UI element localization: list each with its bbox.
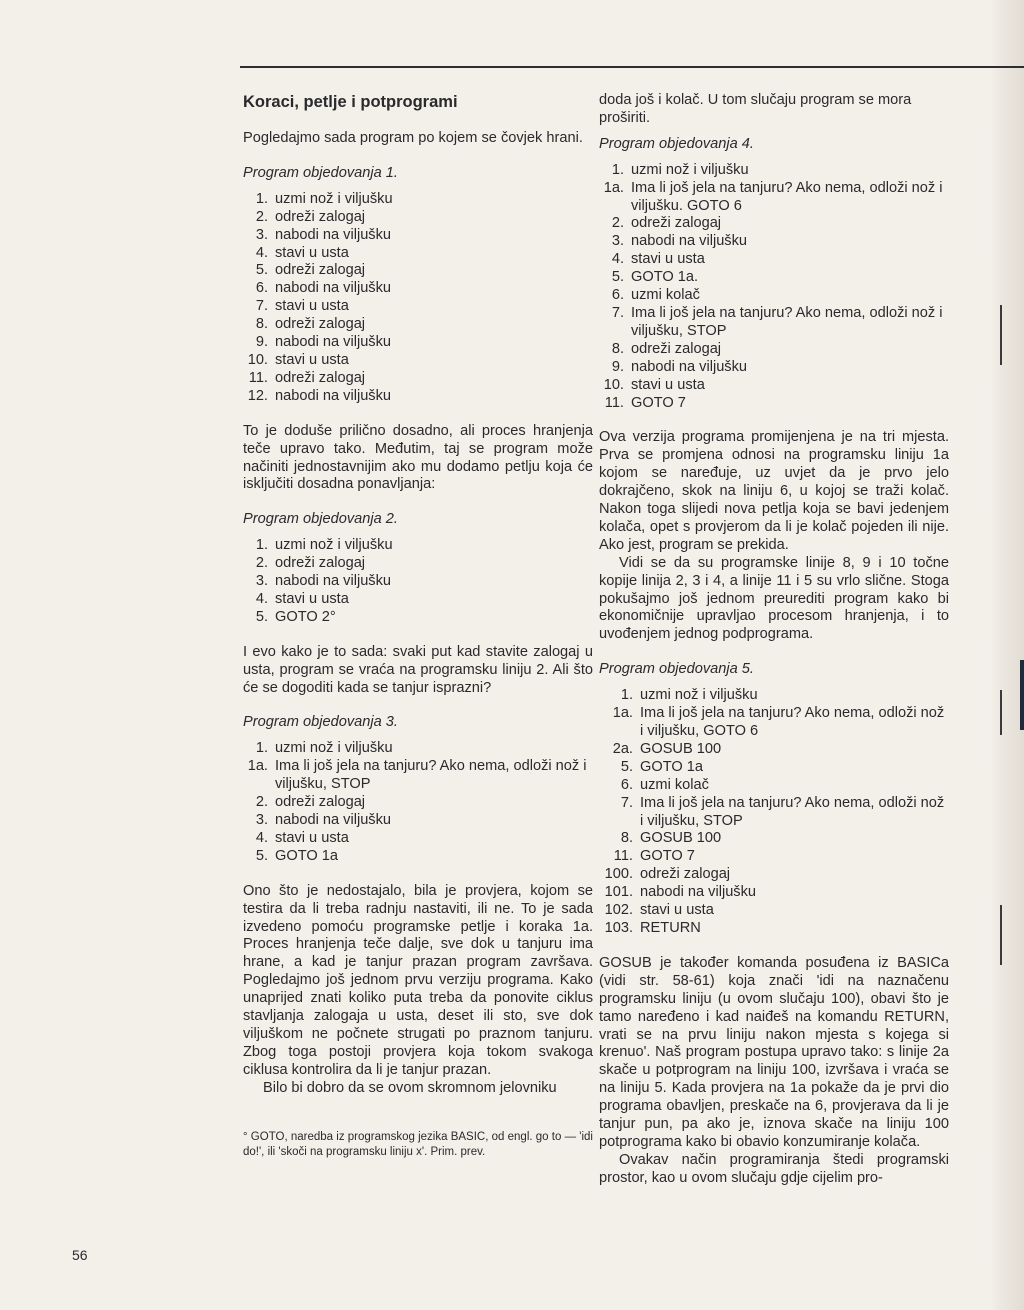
program-4-title: Program objedovanja 4.: [599, 135, 754, 152]
line-text: nabodi na viljušku: [275, 387, 392, 404]
line-number: 5.: [255, 847, 268, 864]
program-1-title: Program objedovanja 1.: [243, 164, 398, 181]
program-line: [599, 830, 949, 848]
line-number: 5.: [620, 758, 633, 775]
line-text: uzmi nož i viljušku: [640, 687, 758, 704]
line-number: 103.: [604, 919, 633, 936]
line-text: uzmi nož i viljušku: [631, 161, 749, 178]
line-number: 9.: [255, 334, 268, 351]
footnote: ° GOTO, naredba iz programskog jezika BASIC, od engl. go to — 'idi do!', ili 'skoči na programsku liniju x'. Prim. prev.: [243, 1130, 593, 1158]
program-line: [599, 687, 949, 705]
program-line: [599, 377, 949, 395]
program-line: [243, 334, 593, 352]
program-line: [243, 280, 593, 298]
edge-mark: [1000, 305, 1002, 365]
line-number: 4.: [611, 251, 624, 268]
line-text: odreži zalogaj: [275, 369, 366, 386]
program-line: [599, 759, 949, 777]
line-number: 4.: [255, 829, 268, 846]
program-5-list: [599, 687, 949, 938]
line-text: GOTO 1a: [275, 847, 338, 864]
line-number: 3.: [255, 812, 268, 828]
program-line: [599, 180, 949, 216]
program-line: [599, 287, 949, 305]
section-heading: Koraci, petlje i potprogrami: [243, 93, 458, 111]
line-text: Ima li još jela na tanjuru? Ako nema, odloži nož i viljušku, STOP: [631, 304, 943, 339]
program-line: [599, 884, 949, 902]
paragraph: Ovakav način programiranja štedi programski prostor, kao u ovom slučaju gdje cijelim pro-: [599, 1151, 949, 1186]
line-number: 2.: [255, 794, 268, 811]
line-text: odreži zalogaj: [275, 555, 366, 572]
line-text: odreži zalogaj: [275, 262, 366, 279]
line-number: 12.: [247, 387, 268, 404]
paragraph: To je doduše prilično dosadno, ali proces hranjenja teče upravo tako. Međutim, taj se program može načiniti jednostavnijim ako mu dodamo petlju koja će isključiti dosadna ponavljanja:: [243, 422, 593, 493]
line-text: GOSUB 100: [640, 830, 722, 847]
line-text: Ima li još jela na tanjuru? Ako nema, odloži nož i viljušku. GOTO 6: [631, 179, 943, 214]
paragraph: Bilo bi dobro da se ovom skromnom jelovniku: [263, 1079, 557, 1096]
line-text: stavi u usta: [631, 376, 705, 393]
line-text: stavi u usta: [275, 590, 349, 607]
line-text: odreži zalogaj: [275, 208, 366, 225]
line-number: 4.: [255, 590, 268, 607]
line-number: 1.: [255, 537, 268, 554]
page-number: 56: [72, 1247, 88, 1263]
program-3-title: Program objedovanja 3.: [243, 714, 398, 731]
edge-mark: [1020, 660, 1024, 730]
line-number: 3.: [611, 233, 624, 250]
edge-mark: [1000, 905, 1002, 965]
program-line: [243, 370, 593, 388]
top-rule: [240, 66, 1024, 68]
line-text: uzmi nož i viljušku: [275, 740, 393, 757]
program-1-list: [243, 191, 593, 406]
program-line: [599, 795, 949, 831]
line-number: 8.: [255, 316, 268, 333]
program-line: [599, 359, 949, 377]
line-text: nabodi na viljušku: [275, 573, 392, 590]
program-line: [599, 741, 949, 759]
program-line: [599, 777, 949, 795]
program-line: [243, 591, 593, 609]
program-line: [243, 555, 593, 573]
line-text: odreži zalogaj: [275, 316, 366, 333]
program-line: [599, 305, 949, 341]
line-text: stavi u usta: [275, 829, 349, 846]
line-number: 11.: [248, 369, 268, 386]
line-text: nabodi na viljušku: [275, 812, 392, 828]
line-text: GOTO 7: [631, 394, 686, 411]
line-text: nabodi na viljušku: [275, 226, 392, 243]
line-number: 6.: [255, 280, 268, 297]
line-text: Ima li još jela na tanjuru? Ako nema, odloži nož i viljušku, STOP: [275, 758, 587, 793]
line-text: odreži zalogaj: [631, 340, 722, 357]
paragraph: Vidi se da su programske linije 8, 9 i 10 točne kopije linija 2, 3 i 4, a linije 11 i 5 su vrlo slične. Stoga pokušajmo još jednom preurediti program kako bi ekonomičnije upravljao procesom hranjenja, i to uvođenjem jednog podprograma.: [599, 554, 949, 643]
line-number: 6.: [620, 776, 633, 793]
line-number: 8.: [620, 830, 633, 847]
program-line: [599, 705, 949, 741]
program-line: [243, 537, 593, 555]
line-number: 6.: [611, 287, 624, 304]
line-text: uzmi kolač: [640, 776, 709, 793]
page-edge-shadow: [990, 0, 1024, 1310]
line-text: stavi u usta: [275, 244, 349, 261]
line-number: 4.: [255, 244, 268, 261]
line-text: nabodi na viljušku: [640, 884, 757, 901]
line-text: GOTO 2°: [275, 608, 336, 625]
program-line: [599, 162, 949, 180]
line-number: 3.: [255, 226, 268, 243]
program-line: [599, 902, 949, 920]
program-line: [243, 227, 593, 245]
line-text: stavi u usta: [275, 298, 349, 315]
program-line: [243, 794, 593, 812]
program-line: [243, 388, 593, 406]
line-text: GOTO 1a.: [631, 269, 699, 286]
program-line: [243, 830, 593, 848]
program-3-list: [243, 740, 593, 865]
line-number: 2.: [255, 555, 268, 572]
intro-paragraph: Pogledajmo sada program po kojem se čovjek hrani.: [243, 130, 583, 146]
line-number: 1a.: [603, 179, 624, 196]
line-text: uzmi kolač: [631, 287, 700, 304]
line-text: stavi u usta: [631, 251, 705, 268]
line-number: 1.: [255, 740, 268, 757]
line-number: 7.: [255, 298, 268, 315]
line-text: uzmi nož i viljušku: [275, 190, 393, 207]
line-number: 2.: [255, 208, 268, 225]
program-line: [599, 395, 949, 413]
program-line: [599, 251, 949, 269]
program-line: [243, 812, 593, 830]
program-line: [599, 269, 949, 287]
program-line: [599, 233, 949, 251]
line-number: 2.: [611, 215, 624, 232]
line-text: RETURN: [640, 919, 701, 936]
line-text: nabodi na viljušku: [631, 358, 748, 375]
program-line: [243, 609, 593, 627]
line-text: stavi u usta: [275, 351, 349, 368]
line-text: odreži zalogaj: [275, 794, 366, 811]
left-column: [243, 92, 593, 1160]
paragraph: Ova verzija programa promijenjena je na tri mjesta. Prva se promjena odnosi na programsku liniju 1a kojom se naređuje, uz uvjet da je prvo jelo dokrajčeno, skok na liniju 6, u kojoj se traži kolač. Nakon toga slijedi nova petlja koja se bavi jedenjem kolača, opet s provjerom da li je kolač pojeden ili nije. Ako jest, program se prekida.: [599, 429, 949, 553]
program-5-title: Program objedovanja 5.: [599, 661, 754, 678]
line-number: 10.: [247, 351, 268, 368]
program-line: [243, 848, 593, 866]
line-number: 5.: [255, 608, 268, 625]
line-text: nabodi na viljušku: [275, 280, 392, 297]
line-text: Ima li još jela na tanjuru? Ako nema, odloži nož i viljušku, STOP: [640, 794, 945, 829]
program-line: [599, 866, 949, 884]
line-number: 7.: [611, 304, 624, 321]
program-line: [599, 848, 949, 866]
line-text: uzmi nož i viljušku: [275, 537, 393, 554]
line-number: 1.: [620, 687, 633, 704]
line-number: 5.: [255, 262, 268, 279]
line-text: odreži zalogaj: [631, 215, 722, 232]
program-line: [243, 209, 593, 227]
program-line: [599, 341, 949, 359]
line-number: 3.: [255, 573, 268, 590]
line-number: 5.: [611, 269, 624, 286]
line-number: 2a.: [612, 740, 633, 757]
line-number: 101.: [604, 884, 633, 901]
paragraph: I evo kako je to sada: svaki put kad stavite zalogaj u usta, program se vraća na programsku liniju 2. Ali što će se dogoditi kada se tanjur isprazni?: [243, 643, 593, 696]
line-number: 102.: [604, 902, 633, 919]
line-text: GOTO 7: [640, 848, 695, 865]
line-number: 7.: [620, 794, 633, 811]
line-text: GOTO 1a: [640, 758, 703, 775]
line-number: 8.: [611, 340, 624, 357]
program-line: [243, 298, 593, 316]
paragraph: doda još i kolač. U tom slučaju program se mora proširiti.: [599, 92, 912, 126]
line-number: 1.: [611, 161, 624, 178]
line-text: nabodi na viljušku: [631, 233, 748, 250]
line-number: 1a.: [612, 705, 633, 722]
program-line: [599, 920, 949, 938]
line-number: 11.: [613, 848, 633, 865]
program-line: [599, 215, 949, 233]
edge-mark: [1000, 690, 1002, 735]
line-number: 100.: [604, 866, 633, 883]
program-line: [243, 740, 593, 758]
paragraph: Ono što je nedostajalo, bila je provjera, kojom se testira da li treba radnju nastaviti, ili ne. To je sada izvedeno pomoću programske petlje i koraka 1a. Proces hranjenja teče dalje, sve dok u tanjuru ima hrane, a kad je tanjur prazan program završava. Pogledajmo još jednom prvu verziju programa. Kako unaprijed znati koliko puta treba da ponovite ciklus stavljanja zalogaja u usta, deset ili sto, sve dok viljuškom ne počnete strugati po praznom tanjuru. Zbog toga postoji provjera koja tokom svakoga ciklusa kontrolira da li je tanjur prazan.: [243, 882, 593, 1078]
program-4-list: [599, 162, 949, 413]
program-2-list: [243, 537, 593, 627]
program-line: [243, 245, 593, 263]
line-text: GOSUB 100: [640, 740, 722, 757]
program-line: [243, 573, 593, 591]
line-text: odreži zalogaj: [640, 866, 731, 883]
program-line: [243, 191, 593, 209]
program-2-title: Program objedovanja 2.: [243, 511, 398, 528]
paragraph: GOSUB je također komanda posuđena iz BASICa (vidi str. 58-61) koja znači 'idi na naznačenu programsku liniju (u ovom slučaju 100), obavi što je tamo naređeno i kad naiđeš na komandu RETURN, vrati se na prvu liniju nakon mjesta s kojega si krenuo'. Naš program postupa upravo tako: s linije 2a skače u potprogram na liniju 100, izvršava i vraća se na liniju 5. Kada provjera na 1a pokaže da je prvi dio programa obavljen, preskače na 6, provjerava da li je tanjur pun, pa ako je, iznova skače na liniju 100 potprograma kako bi obavio konzumiranje kolača.: [599, 954, 949, 1150]
program-line: [243, 352, 593, 370]
right-column: [599, 92, 949, 1188]
line-number: 1.: [255, 190, 268, 207]
line-number: 1a.: [247, 758, 268, 775]
program-line: [243, 262, 593, 280]
program-line: [243, 316, 593, 334]
program-line: [243, 758, 593, 794]
line-number: 9.: [611, 358, 624, 375]
line-text: Ima li još jela na tanjuru? Ako nema, odloži nož i viljušku, GOTO 6: [640, 705, 945, 739]
line-text: stavi u usta: [640, 902, 714, 919]
line-text: nabodi na viljušku: [275, 334, 392, 351]
line-number: 11.: [604, 394, 624, 411]
line-number: 10.: [603, 376, 624, 393]
